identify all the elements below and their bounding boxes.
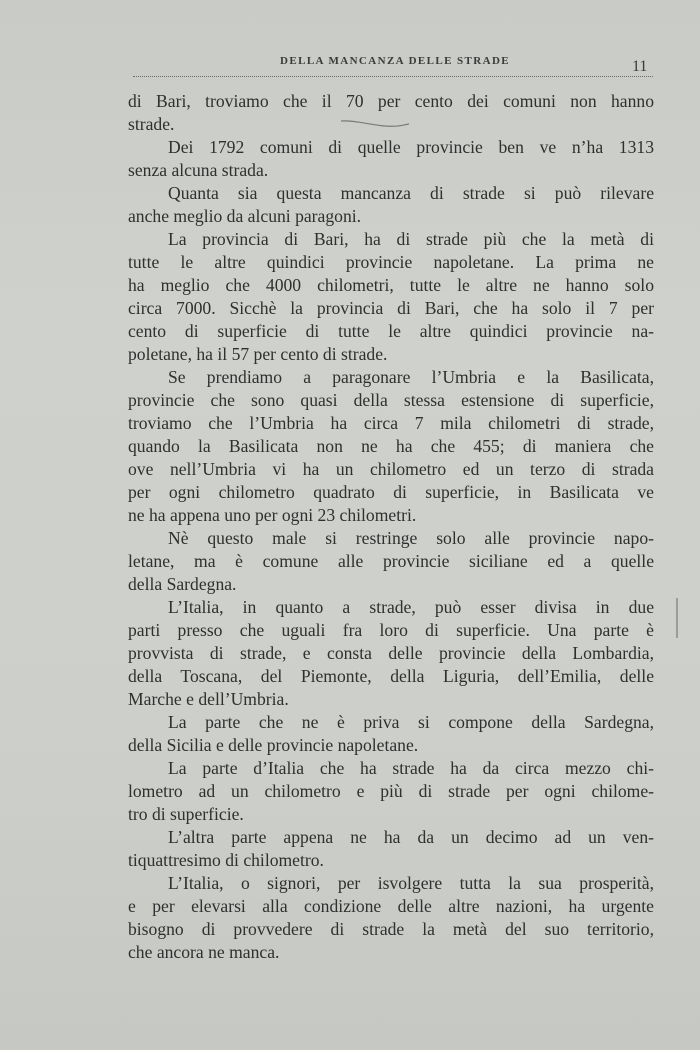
- text-line: tro di superficie.: [128, 804, 244, 824]
- paragraph: [128, 366, 654, 527]
- paragraph: [128, 90, 654, 136]
- paragraph: [128, 182, 654, 228]
- text-line: di Bari, troviamo che il 70 per cento dei comuni non hanno: [128, 91, 654, 111]
- text-line: Dei 1792 comuni di quelle provincie ben ve n’ha 1313: [168, 137, 654, 157]
- text-line: anche meglio da alcuni paragoni.: [128, 206, 362, 226]
- text-line: della Sardegna.: [128, 574, 237, 594]
- text-line: bisogno di provvedere di strade la metà del suo territorio,: [128, 919, 654, 939]
- text-line: ove nell’Umbria vi ha un chilometro ed un terzo di strada: [128, 459, 654, 479]
- page-number: 11: [632, 58, 648, 75]
- body-text: [128, 90, 654, 964]
- paragraph: [128, 136, 654, 182]
- text-line: che ancora ne manca.: [128, 942, 280, 962]
- text-line: La parte d’Italia che ha strade ha da circa mezzo chi-: [168, 758, 654, 778]
- text-line: della Toscana, del Piemonte, della Liguria, dell’Emilia, delle: [128, 666, 654, 686]
- text-line: L’Italia, in quanto a strade, può esser divisa in due: [168, 597, 654, 617]
- text-line: Quanta sia questa mancanza di strade si può rilevare: [168, 183, 654, 203]
- text-line: Marche e dell’Umbria.: [128, 689, 289, 709]
- text-line: della Sicilia e delle provincie napoletane.: [128, 735, 419, 755]
- text-line: parti presso che uguali fra loro di superficie. Una parte è: [128, 620, 654, 640]
- paragraph: [128, 872, 654, 964]
- text-line: troviamo che l’Umbria ha circa 7 mila chilometri di strade,: [128, 413, 654, 433]
- text-line: ha meglio che 4000 chilometri, tutte le altre ne hanno solo: [128, 275, 654, 295]
- paragraph: [128, 228, 654, 366]
- text-line: poletane, ha il 57 per cento di strade.: [128, 344, 388, 364]
- paragraph: [128, 596, 654, 711]
- text-line: provvista di strade, e consta delle provincie della Lombardia,: [128, 643, 654, 663]
- text-line: Nè questo male si restringe solo alle provincie napo-: [168, 528, 654, 548]
- margin-pencil-mark: [676, 598, 678, 638]
- text-line: ne ha appena uno per ogni 23 chilometri.: [128, 505, 417, 525]
- text-line: tiquattresimo di chilometro.: [128, 850, 324, 870]
- text-line: L’Italia, o signori, per isvolgere tutta la sua prosperità,: [168, 873, 654, 893]
- paragraph: [128, 826, 654, 872]
- text-line: per ogni chilometro quadrato di superficie, in Basilicata ve: [128, 482, 654, 502]
- text-line: provincie che sono quasi della stessa estensione di superficie,: [128, 390, 654, 410]
- text-line: cento di superficie di tutte le altre quindici provincie na-: [128, 321, 654, 341]
- header-rule: [133, 76, 653, 77]
- text-line: strade.: [128, 114, 175, 134]
- text-line: La provincia di Bari, ha di strade più che la metà di: [168, 229, 654, 249]
- text-line: letane, ma è comune alle provincie siciliane ed a quelle: [128, 551, 654, 571]
- text-line: senza alcuna strada.: [128, 160, 269, 180]
- paragraph: [128, 757, 654, 826]
- text-line: tutte le altre quindici provincie napoletane. La prima ne: [128, 252, 654, 272]
- text-line: lometro ad un chilometro e più di strade per ogni chilome-: [128, 781, 654, 801]
- running-head: DELLA MANCANZA DELLE STRADE: [280, 55, 511, 67]
- text-line: quando la Basilicata non ne ha che 455; di maniera che: [128, 436, 654, 456]
- text-line: e per elevarsi alla condizione delle altre nazioni, ha urgente: [128, 896, 654, 916]
- paragraph: [128, 711, 654, 757]
- paragraph: [128, 527, 654, 596]
- text-line: L’altra parte appena ne ha da un decimo ad un ven-: [168, 827, 654, 847]
- text-line: La parte che ne è priva si compone della Sardegna,: [168, 712, 654, 732]
- text-line: Se prendiamo a paragonare l’Umbria e la Basilicata,: [168, 367, 654, 387]
- text-line: circa 7000. Sicchè la provincia di Bari, che ha solo il 7 per: [128, 298, 654, 318]
